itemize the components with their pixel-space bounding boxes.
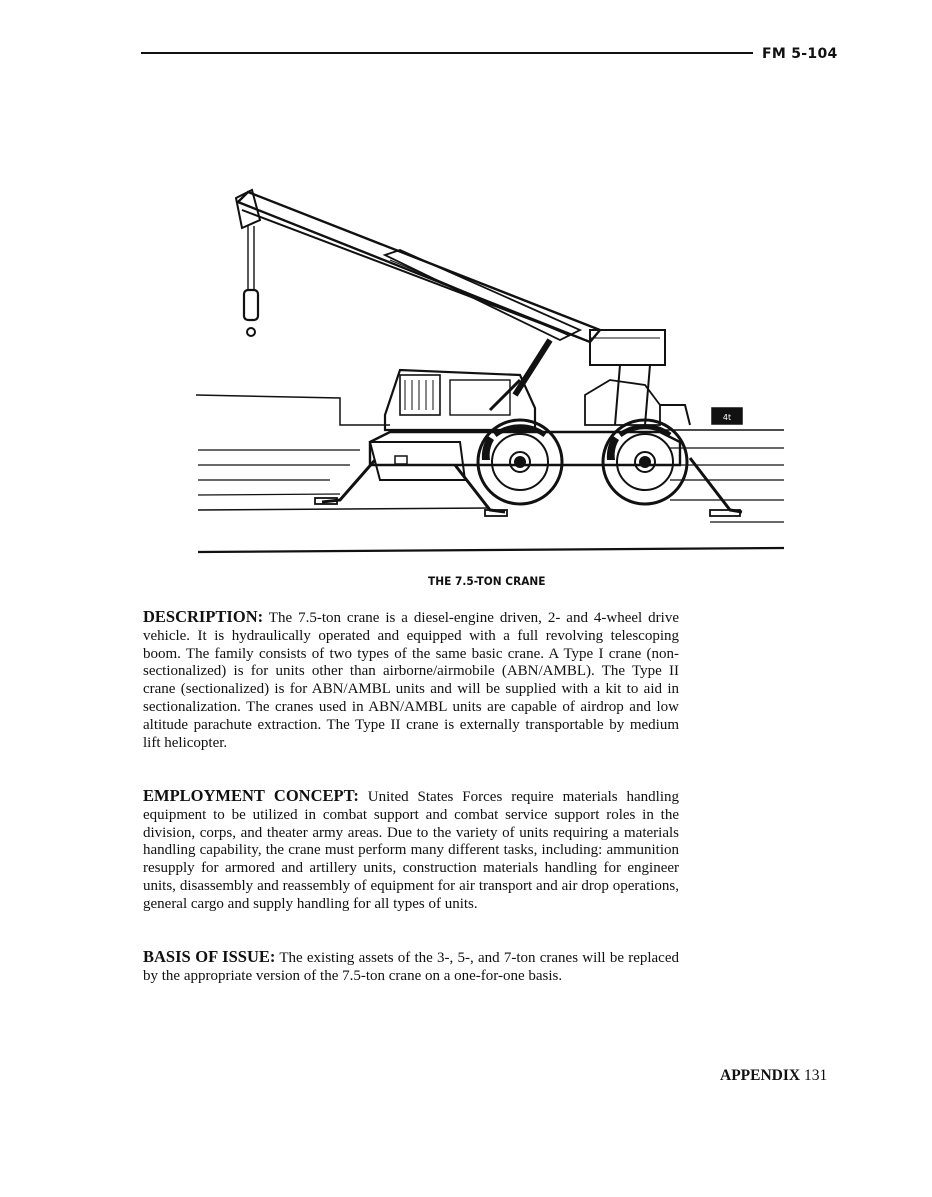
section-basis-of-issue: [143, 948, 679, 986]
header-rule: [141, 52, 753, 54]
document-id: FM 5-104: [762, 46, 838, 62]
section-text: The 7.5-ton crane is a diesel-engine driven, 2- and 4-wheel drive vehicle. It is hydraulically operated and equipped with a full revolving telescoping boom. The family consists of two types of the same basic crane. A Type I crane (non-sectionalized) is for units other than airborne/airmobile (ABN/AMBL). The Type II crane (sectionalized) is for ABN/AMBL units and will be supplied with a kit to aid in sectionalization. The cranes used in ABN/AMBL units are capable of airdrop and low altitude parachute extraction. The Type II crane is externally transportable by medium lift helicopter.: [143, 610, 679, 751]
page-number: 131: [803, 1067, 828, 1084]
sign-text: 4t: [722, 413, 732, 422]
section-description: [143, 608, 679, 752]
crane-illustration: [190, 180, 790, 560]
section-text: United States Forces require materials handling equipment to be utilized in combat support and combat service support roles in the division, corps, and theater army areas. Due to the variety of units requiring a materials handling capability, the crane must perform many different tasks, including: ammunition resupply for armored and artillery units, construction materials handling for engineer units, disassembly and reassembly of equipment for air transport and air drop operations, general cargo and supply handling for all types of units.: [143, 789, 680, 912]
appendix-label: APPENDIX: [720, 1067, 801, 1084]
section-label: EMPLOYMENT CONCEPT:: [143, 786, 359, 805]
section-text: The existing assets of the 3-, 5-, and 7-ton cranes will be replaced by the appropriate version of the 7.5-ton crane on a one-for-one basis.: [143, 950, 679, 984]
section-label: BASIS OF ISSUE:: [143, 947, 276, 966]
figure-caption: THE 7.5-TON CRANE: [428, 574, 546, 588]
section-label: DESCRIPTION:: [143, 607, 264, 626]
section-employment-concept: [143, 787, 679, 914]
page-footer: [720, 1067, 827, 1085]
